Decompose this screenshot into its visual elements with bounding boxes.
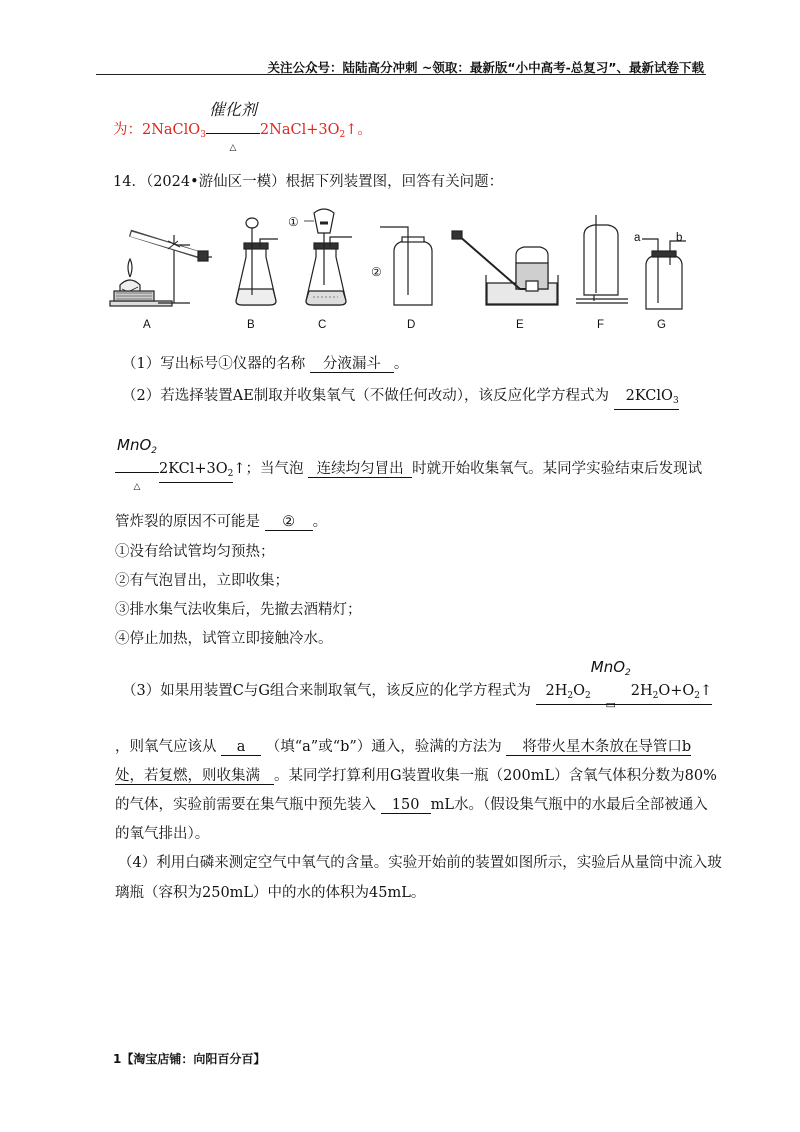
label-g: G	[657, 319, 666, 331]
marker-1: ①	[288, 215, 299, 229]
heat-symbol: △	[133, 482, 141, 492]
apparatus-e	[452, 231, 558, 305]
option-4: ④停止加热，试管立即接触冷水。	[115, 631, 333, 647]
part-1-text: （1）写出标号①仪器的名称	[122, 356, 306, 372]
part-2-line3-text: 管炸裂的原因不可能是	[115, 514, 260, 530]
eq-condition	[206, 100, 260, 153]
apparatus-figure	[108, 205, 698, 335]
eq-sub: 2	[339, 130, 346, 140]
eq-sub: 3	[672, 396, 679, 406]
label-b: B	[247, 319, 255, 331]
part-3-text: （3）如果用装置C与G组合来制取氧气，该反应的化学方程式为	[122, 683, 531, 699]
label-d: D	[407, 319, 416, 331]
part-4-line1: （4）利用白磷来测定空气中氧气的含量。实验开始前的装置如图所示，实验后从量筒中流入玻	[118, 855, 722, 871]
part-3-line2	[115, 737, 691, 757]
part-3-eq: $2H_2O_2$ MnO$_2$ ▭ $2H_2O+O_2↑$	[536, 683, 713, 705]
eq-right: 2NaCl+3O	[259, 122, 340, 138]
option-2: ②有气泡冒出，立即收集；	[115, 573, 289, 589]
part-3-l4-b: mL水。（假设集气瓶中的水最后全部被通入	[430, 797, 708, 813]
part-1-end: 。	[393, 356, 409, 372]
apparatus-d	[380, 227, 432, 305]
apparatus-c	[304, 209, 352, 305]
catalyst-text: MnO$_2$	[117, 436, 157, 456]
eq-text: 2KClO	[625, 388, 673, 404]
question-title: 14．（2024•游仙区一模）根据下列装置图，回答有关问题：	[113, 174, 504, 190]
option-3: ③排水集气法收集后，先撤去酒精灯；	[115, 602, 362, 618]
answer-blank-3: ②	[265, 514, 313, 531]
label-e: E	[516, 319, 524, 331]
catalyst-text: 催化剂	[208, 100, 257, 119]
footer-text: 1【淘宝店铺：向阳百分百】	[113, 1052, 266, 1066]
part-4-line2: 璃瓶（容积为250mL）中的水的体积为45mL。	[115, 885, 426, 901]
part-3-line3	[115, 766, 717, 786]
apparatus-b	[236, 218, 278, 305]
top-equation	[113, 100, 372, 153]
part-3-l2-a: ，则氧气应该从	[115, 739, 217, 755]
part-2-eq-left	[614, 388, 679, 410]
eq-sub: 3	[200, 130, 206, 140]
part-2-end: 。	[312, 514, 328, 530]
part-3-line5: 的氧气排出）。	[115, 826, 210, 842]
catalyst-text: MnO$_2$	[590, 658, 631, 678]
label-f: F	[597, 319, 605, 331]
part-2-eq-right	[159, 461, 233, 483]
part-3-line1	[122, 658, 713, 711]
part-1	[122, 354, 408, 374]
label-a: A	[143, 319, 151, 331]
part-2-line2	[115, 436, 703, 492]
part-3-l4-a: 的气体，实验前需要在集气瓶中预先装入	[115, 797, 376, 813]
answer-blank-5: 将带火星木条放在导管口b	[506, 739, 691, 756]
part-2-post: 时就开始收集氧气。某同学实验结束后发现试	[412, 461, 703, 477]
eq-condition	[115, 436, 159, 492]
eq-sub: 2	[227, 469, 234, 479]
option-1: ①没有给试管均匀预热；	[115, 544, 275, 560]
eq-arrow: ↑。	[345, 122, 372, 138]
answer-blank-5-cont: 处，若复燃，则收集满	[115, 768, 274, 785]
apparatus-g	[642, 239, 686, 309]
eq-left: 为：2NaClO	[113, 122, 201, 138]
marker-2: ②	[371, 265, 382, 279]
header-text: 关注公众号：陆陆高分冲刺 ~领取：最新版“小中高考-总复习”、最新试卷下载	[267, 60, 704, 75]
heat-symbol: △	[229, 143, 237, 153]
eq-text: 2KCl+3O	[159, 461, 228, 477]
label-c: C	[318, 319, 327, 331]
part-3-l3-rest: 。某同学打算利用G装置收集一瓶（200mL）含氧气体积分数为80%	[274, 768, 717, 784]
answer-blank-1: 分液漏斗	[310, 356, 394, 373]
apparatus-a	[110, 233, 212, 306]
part-3-line4	[115, 795, 708, 815]
part-2-text: （2）若选择装置AE制取并收集氧气（不做任何改动），该反应化学方程式为	[122, 388, 610, 404]
condition-box: ▭	[605, 698, 616, 711]
answer-blank-6: 150	[381, 797, 431, 814]
eq-condition	[590, 658, 631, 711]
part-2-mid: ↑；当气泡	[233, 461, 304, 477]
tube-label-a: a	[634, 232, 641, 244]
part-3-l2-b: （填“a”或“b”）通入，验满的方法为	[265, 739, 502, 755]
apparatus-f	[576, 215, 628, 303]
answer-blank-2: 连续均匀冒出	[308, 461, 412, 478]
tube-label-b: b	[676, 232, 683, 244]
answer-blank-4: a	[221, 739, 261, 756]
part-2-line1	[122, 386, 679, 410]
header-divider	[96, 74, 706, 75]
part-2-line3	[115, 512, 327, 532]
